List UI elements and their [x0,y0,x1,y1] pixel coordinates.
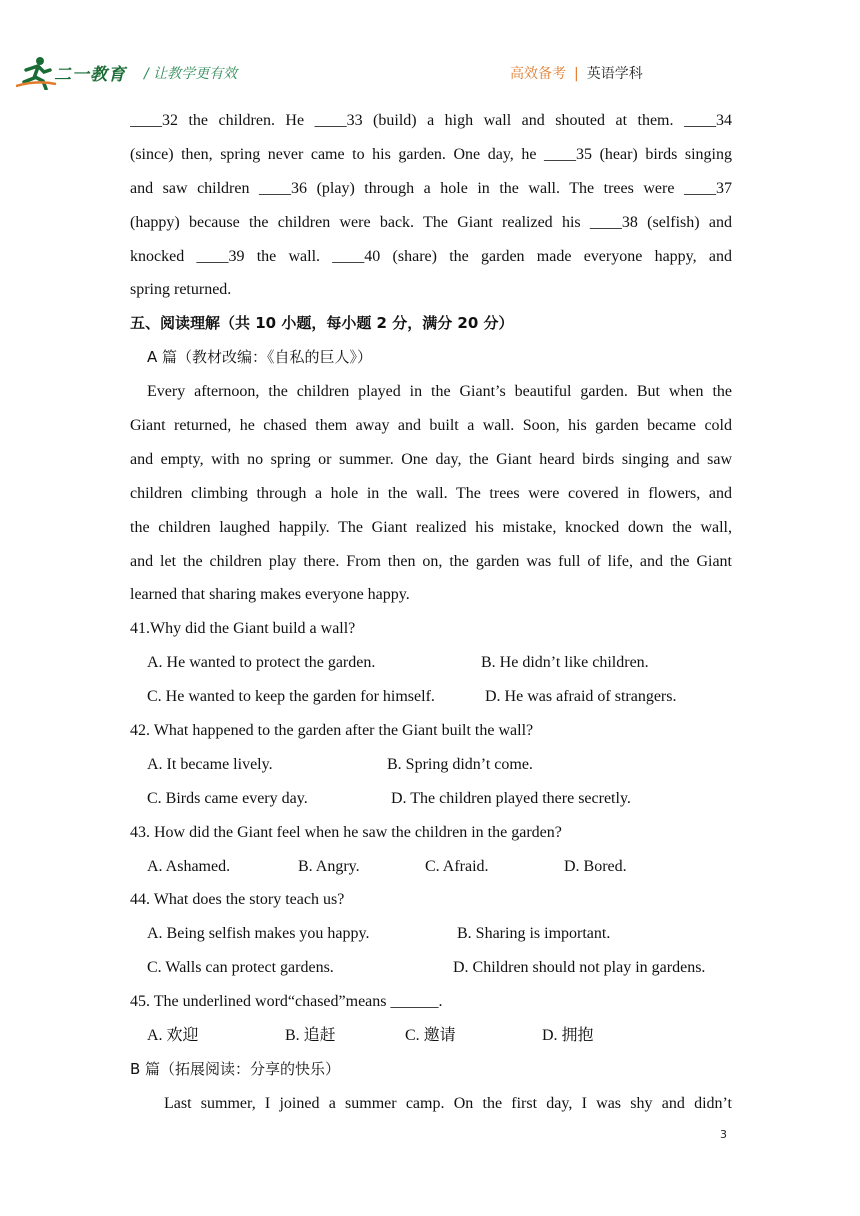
cloze-line: ____32 the children. He ____33 (build) a high wall and shouted at them. ____34 [130,112,732,129]
question-41: 41.Why did the Giant build a wall? [130,620,356,638]
passage-line: learned that sharing makes everyone happy. [130,586,410,604]
options-row [130,951,732,985]
question-43: 43. How did the Giant feel when he saw the children in the garden? [130,823,562,841]
option-c: C. Afraid. [425,857,489,875]
cloze-line: (happy) because the children were back. The Giant realized his ____38 (selfish) and [130,213,732,231]
option-b: B. 追赶 [285,1027,336,1045]
option-a: A. It became lively. [147,755,273,773]
option-d: D. The children played there secretly. [391,789,631,807]
option-c: C. 邀请 [405,1027,456,1045]
question-45: 45. The underlined word“chased”means ______. [130,993,443,1011]
header-separator: | [574,66,579,82]
passage-line: Giant returned, he chased them away and built a wall. Soon, his garden became cold [130,417,732,435]
option-c: C. Walls can protect gardens. [147,959,334,977]
page-number: 3 [720,1128,727,1141]
option-d: D. He was afraid of strangers. [485,688,677,706]
passage-line: the children laughed happily. The Giant realized his mistake, knocked down the wall, [130,518,732,536]
passage-line: Last summer, I joined a summer camp. On the first day, I was shy and didn’t [164,1094,732,1112]
logo-text: 二一教育 [54,65,126,85]
passage-line: Every afternoon, the children played in the Giant’s beautiful garden. But when the [147,383,732,401]
option-a: A. Being selfish makes you happy. [147,925,370,943]
part-b-title: B 篇（拓展阅读：分享的快乐） [130,1059,341,1078]
cloze-line: knocked ____39 the wall. ____40 (share) the garden made everyone happy, and [130,247,732,265]
options-row [130,646,732,680]
options-row [130,782,732,816]
option-b: B. Sharing is important. [457,925,611,943]
page-content [130,104,732,1121]
runner-logo-icon [16,56,56,90]
header-subject: 英语学科 [586,66,643,82]
option-d: D. Children should not play in gardens. [453,959,706,977]
option-d: D. Bored. [564,857,627,875]
option-b: B. Spring didn’t come. [387,755,533,773]
option-c: C. He wanted to keep the garden for himself. [147,688,435,706]
header-right [510,63,643,83]
options-row [130,680,732,714]
page-header [0,0,860,100]
option-b: B. He didn’t like children. [481,654,649,672]
option-b: B. Angry. [298,857,360,875]
header-tag: 高效备考 [510,66,566,82]
options-row [130,850,732,884]
part-a-title: A 篇（教材改编：《自私的巨人》） [147,348,373,367]
question-42: 42. What happened to the garden after the Giant built the wall? [130,722,534,740]
cloze-line: (since) then, spring never came to his garden. One day, he ____35 (hear) birds singing [130,145,732,163]
header-slogan: / 让教学更有效 [144,66,238,82]
option-a: A. He wanted to protect the garden. [147,654,376,672]
logo [16,56,126,92]
question-44: 44. What does the story teach us? [130,891,345,909]
passage-line: and let the children play there. From then on, the garden was full of life, and the Giant [130,552,732,570]
passage-line: children climbing through a hole in the wall. The trees were covered in flowers, and [130,484,732,502]
option-c: C. Birds came every day. [147,789,308,807]
option-d: D. 拥抱 [542,1027,594,1045]
options-row [130,917,732,951]
options-row [130,1019,732,1053]
cloze-line: and saw children ____36 (play) through a hole in the wall. The trees were ____37 [130,179,732,197]
option-a: A. 欢迎 [147,1027,199,1045]
section-title: 五、阅读理解（共 10 小题，每小题 2 分，满分 20 分） [130,314,514,333]
passage-line: and empty, with no spring or summer. One day, the Giant heard birds singing and saw [130,450,732,468]
cloze-line: spring returned. [130,281,232,299]
option-a: A. Ashamed. [147,857,231,875]
options-row [130,748,732,782]
